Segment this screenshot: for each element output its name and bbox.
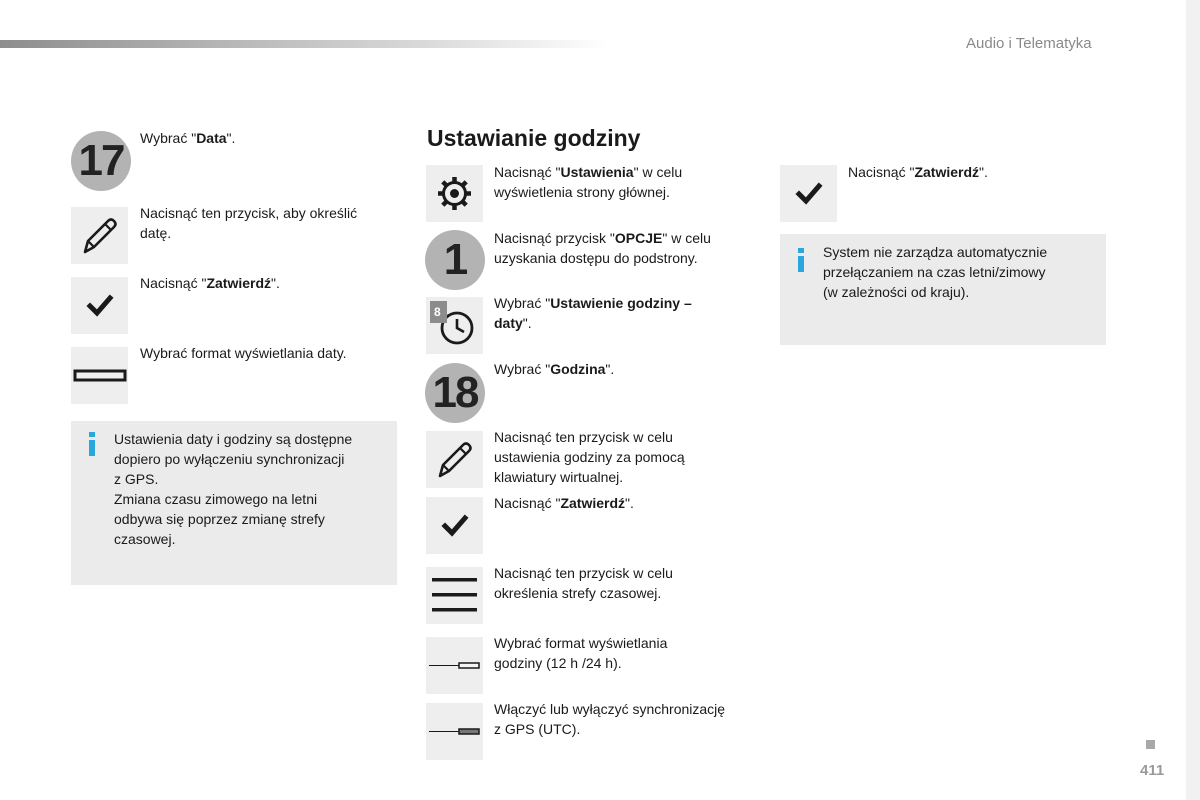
toggle-icon bbox=[426, 637, 483, 694]
timezone-step-text: Nacisnąć ten przycisk w celu określenia strefy czasowej. bbox=[494, 565, 673, 601]
confirm-button[interactable] bbox=[71, 277, 128, 334]
section-title: Audio i Telematyka bbox=[966, 35, 1092, 52]
clock-badge: 8 bbox=[434, 305, 441, 319]
settings-button[interactable] bbox=[426, 165, 483, 222]
page-marker bbox=[1146, 740, 1155, 749]
date-format-toggle[interactable] bbox=[71, 347, 128, 404]
timezone-menu-button[interactable] bbox=[426, 567, 483, 624]
checkmark-icon bbox=[71, 277, 128, 334]
step-number-18: 18 bbox=[425, 363, 485, 423]
confirm-step-text: Nacisnąć "Zatwierdź". bbox=[140, 275, 280, 291]
checkmark-icon bbox=[780, 165, 837, 222]
settings-step-text: Nacisnąć "Ustawienia" w celu wyświetlenia strony głównej. bbox=[494, 164, 683, 200]
info-box-right bbox=[780, 234, 1106, 345]
pencil-time-button[interactable] bbox=[426, 431, 483, 488]
header-gradient-bar bbox=[0, 40, 610, 48]
hamburger-menu-icon bbox=[426, 567, 483, 624]
gps-sync-toggle[interactable] bbox=[426, 703, 483, 760]
page-number: 411 bbox=[1140, 762, 1165, 779]
checkmark-icon bbox=[426, 497, 483, 554]
step18-text: Wybrać "Godzina". bbox=[494, 361, 615, 377]
info-text-right: System nie zarządza automatycznie przełączaniem na czas letni/zimowy (w zależności od kraju). bbox=[823, 244, 1048, 300]
page-edge bbox=[1186, 0, 1200, 800]
pencil-time-step-text: Nacisnąć ten przycisk w celu ustawienia godziny za pomocą klawiatury wirtualnej. bbox=[494, 429, 685, 485]
confirm-time-step-text: Nacisnąć "Zatwierdź". bbox=[494, 495, 634, 511]
section-heading: Ustawianie godziny bbox=[427, 125, 641, 151]
pencil-icon bbox=[71, 207, 128, 264]
hour-format-step-text: Wybrać format wyświetlania godziny (12 h /24 h). bbox=[494, 635, 668, 671]
step-number-1: 1 bbox=[425, 230, 485, 290]
clock-step-text: Wybrać "Ustawienie godziny – daty". bbox=[494, 295, 692, 331]
confirm-final-button[interactable] bbox=[780, 165, 837, 222]
pencil-icon bbox=[426, 431, 483, 488]
pencil-button[interactable] bbox=[71, 207, 128, 264]
step1-text: Nacisnąć przycisk "OPCJE" w celu uzyskania dostępu do podstrony. bbox=[494, 230, 711, 266]
pencil-step-text: Nacisnąć ten przycisk, aby określić datę. bbox=[140, 205, 358, 241]
info-box-left bbox=[71, 421, 397, 585]
info-text-left: Ustawienia daty i godziny są dostępne dopiero po wyłączeniu synchronizacji z GPS. Zmiana czasu zimowego na letni odbywa się poprzez zmianę strefy czasowej. bbox=[114, 431, 353, 547]
time-date-settings-button[interactable] bbox=[426, 297, 483, 354]
format-step-text: Wybrać format wyświetlania daty. bbox=[140, 345, 347, 361]
gps-step-text: Włączyć lub wyłączyć synchronizację z GPS (UTC). bbox=[494, 701, 726, 737]
settings-gear-icon bbox=[426, 165, 483, 222]
step17-text: Wybrać "Data". bbox=[140, 130, 236, 146]
confirm-final-step-text: Nacisnąć "Zatwierdź". bbox=[848, 164, 988, 180]
hour-format-toggle[interactable] bbox=[426, 637, 483, 694]
toggle-icon bbox=[71, 347, 128, 404]
toggle-icon bbox=[426, 703, 483, 760]
confirm-time-button[interactable] bbox=[426, 497, 483, 554]
step-number-17: 17 bbox=[71, 131, 131, 191]
